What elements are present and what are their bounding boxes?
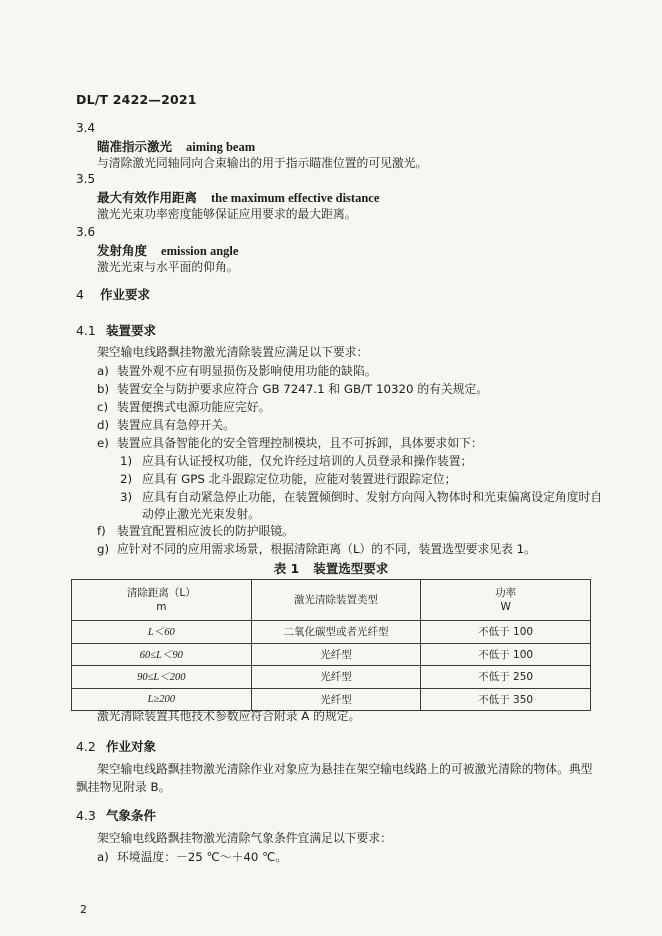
table-cell: 60≤L＜90: [72, 643, 252, 666]
table-header-distance: 清除距离（L） m: [72, 580, 252, 621]
section-heading: [76, 806, 156, 824]
table-caption: [0, 559, 662, 577]
term-cn: 瞄准指示激光: [97, 139, 173, 154]
term-number: 3.5: [76, 172, 96, 186]
device-selection-table: [71, 579, 591, 711]
paragraph-continuation: 飘挂物见附录 B。: [76, 780, 171, 794]
term-en: the maximum effective distance: [211, 191, 380, 205]
table-cell: 二氧化碳型或者光纤型: [251, 621, 421, 644]
page-number: 2: [80, 903, 87, 916]
table-header-power: 功率 W: [421, 580, 591, 621]
term-definition: 激光光束与水平面的仰角。: [97, 260, 239, 274]
term-title: [97, 188, 379, 206]
paragraph: 架空输电线路飘挂物激光清除作业对象应为悬挂在架空输电线路上的可被激光清除的物体。典型: [97, 762, 593, 776]
sub-list-item: 1) 应具有认证授权功能，仅允许经过培训的人员登录和操作装置；: [120, 454, 473, 468]
section-title: 装置要求: [106, 323, 157, 338]
document-code: DL/T 2422—2021: [76, 92, 197, 107]
term-en: aiming beam: [186, 140, 256, 154]
table-cell: L≥200: [72, 688, 252, 711]
list-item: b) 装置安全与防护要求应符合 GB 7247.1 和 GB/T 10320 的有关规定。: [97, 382, 489, 396]
section-title: 作业对象: [106, 739, 157, 754]
table-cell: 不低于 250: [421, 666, 591, 689]
section-number: 4: [76, 287, 84, 302]
section-number: 4.3: [76, 808, 96, 823]
section-title: 作业要求: [100, 287, 151, 302]
section-number: 4.2: [76, 739, 96, 754]
section-number: 4.1: [76, 323, 96, 338]
term-title: [97, 241, 238, 259]
table-cell: 90≤L＜200: [72, 666, 252, 689]
term-en: emission angle: [161, 244, 239, 258]
paragraph: 架空输电线路飘挂物激光清除装置应满足以下要求：: [97, 345, 369, 359]
table-caption-title: 装置选型要求: [313, 561, 389, 576]
term-number: 3.4: [76, 121, 96, 135]
list-item: e) 装置应具备智能化的安全管理控制模块，且不可拆卸，具体要求如下：: [97, 436, 483, 450]
term-title: [97, 137, 255, 155]
sub-list-item-continuation: 动停止激光光束发射。: [142, 507, 260, 521]
section-heading: [76, 285, 150, 303]
table-row: [72, 643, 591, 666]
paragraph: 激光清除装置其他技术参数应符合附录 A 的规定。: [97, 709, 361, 723]
list-item: d) 装置应具有急停开关。: [97, 418, 235, 432]
table-cell: 光纤型: [251, 688, 421, 711]
table-caption-number: 表 1: [273, 561, 300, 576]
term-definition: 激光光束功率密度能够保证应用要求的最大距离。: [97, 207, 357, 221]
sub-list-item: 3) 应具有自动紧急停止功能，在装置倾倒时、发射方向闯入物体时和光束偏离设定角度时自: [120, 490, 603, 504]
term-definition: 与清除激光同轴同向合束输出的用于指示瞄准位置的可见激光。: [97, 156, 428, 170]
term-number: 3.6: [76, 225, 96, 239]
table-header-row: [72, 580, 591, 621]
sub-list-item: 2) 应具有 GPS 北斗跟踪定位功能，应能对装置进行跟踪定位；: [120, 472, 457, 486]
list-item: a) 装置外观不应有明显损伤及影响使用功能的缺陷。: [97, 364, 377, 378]
table-row: [72, 666, 591, 689]
section-title: 气象条件: [106, 808, 157, 823]
table-cell: 不低于 100: [421, 621, 591, 644]
section-heading: [76, 321, 156, 339]
table-row: [72, 621, 591, 644]
table-cell: 不低于 350: [421, 688, 591, 711]
table-cell: 不低于 100: [421, 643, 591, 666]
table-cell: 光纤型: [251, 666, 421, 689]
table-header-type: 激光清除装置类型: [251, 580, 421, 621]
paragraph: 架空输电线路飘挂物激光清除气象条件宜满足以下要求：: [97, 831, 392, 845]
list-item: c) 装置便携式电源功能应完好。: [97, 400, 271, 414]
term-cn: 最大有效作用距离: [97, 190, 198, 205]
table-cell: L＜60: [72, 621, 252, 644]
term-cn: 发射角度: [97, 243, 148, 258]
list-item: f) 装置宜配置相应波长的防护眼镜。: [97, 524, 294, 538]
table-cell: 光纤型: [251, 643, 421, 666]
section-heading: [76, 737, 156, 755]
list-item: g) 应针对不同的应用需求场景，根据清除距离（L）的不同，装置选型要求见表 1。: [97, 542, 536, 556]
list-item: a) 环境温度：－25 ℃～＋40 ℃。: [97, 850, 288, 864]
